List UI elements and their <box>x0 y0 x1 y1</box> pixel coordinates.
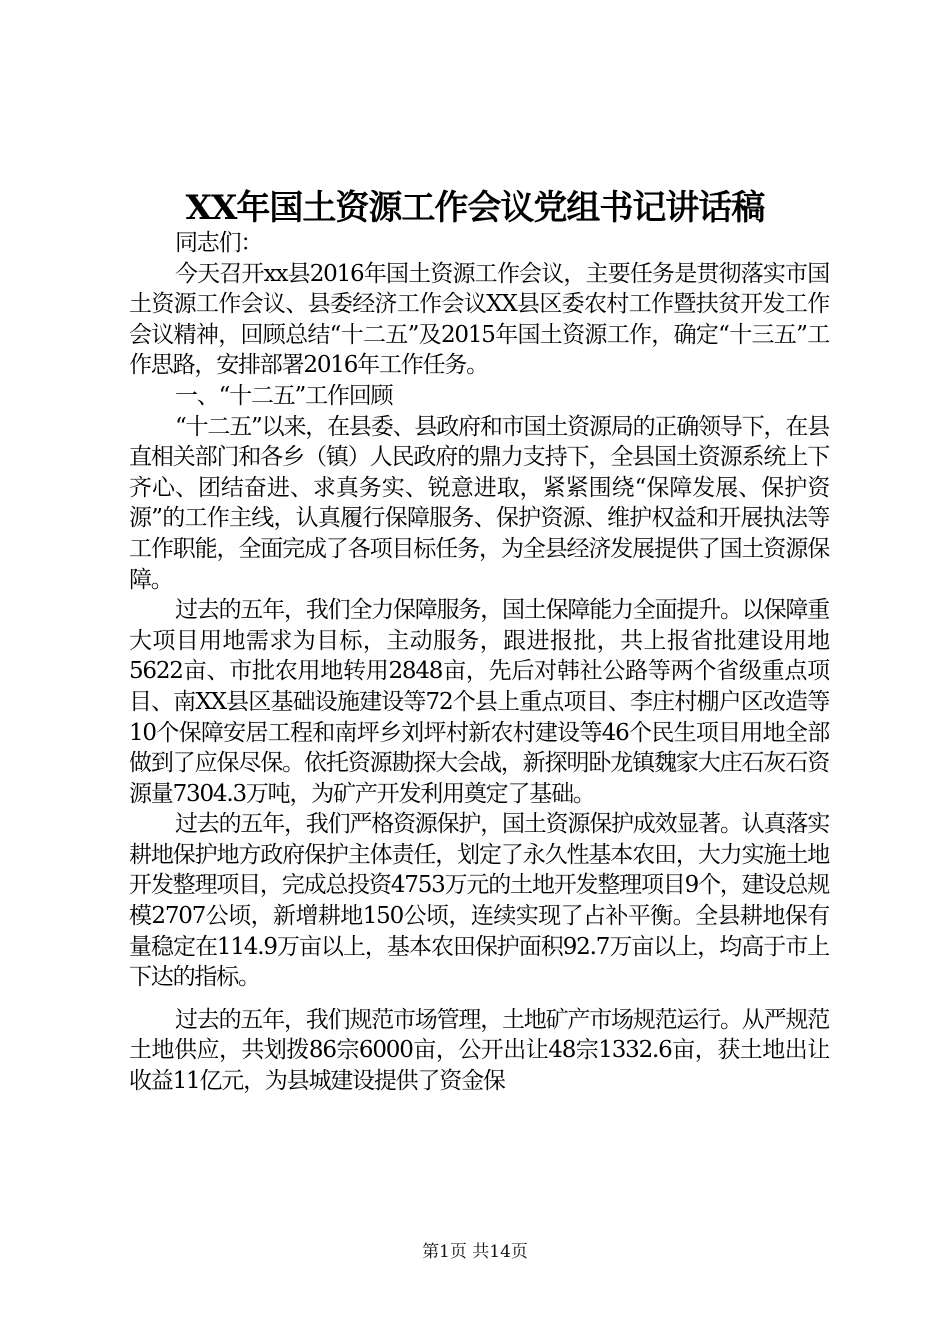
page-number: 第1页 共14页 <box>422 1242 528 1262</box>
document-body <box>129 228 829 1097</box>
paragraph-2: “十二五”以来，在县委、县政府和市国土资源局的正确领导下，在县直相关部门和各乡（镇）人民政府的鼎力支持下，全县国土资源系统上下齐心、团结奋进、求真务实、锐意进取，紧紧围绕“保障发展、保护资源”的工作主线，认真履行保障服务、保护资源、维护权益和开展执法等工作职能，全面完成了各项目标任务，为全县经济发展提供了国土资源保障。 <box>129 413 829 593</box>
paragraph-3: 过去的五年，我们全力保障服务，国土保障能力全面提升。以保障重大项目用地需求为目标，主动服务，跟进报批，共上报省批建设用地5622亩、市批农用地转用2848亩，先后对韩社公路等两个省级重点项目、南XX县区基础设施建设等72个县上重点项目、李庄村棚户区改造等10个保障安居工程和南坪乡刘坪村新农村建设等46个民生项目用地全部做到了应保尽保。依托资源勘探大会战，新探明卧龙镇魏家大庄石灰石资源量7304.3万吨，为矿产开发利用奠定了基础。 <box>129 597 830 807</box>
greeting: 同志们： <box>175 230 263 256</box>
paragraph-4: 过去的五年，我们严格资源保护，国土资源保护成效显著。认真落实耕地保护地方政府保护主体责任，划定了永久性基本农田，大力实施土地开发整理项目，完成总投资4753万元的土地开发整理项目9个，建设总规模2707公顷，新增耕地150公顷，连续实现了占补平衡。全县耕地保有量稳定在114.9万亩以上，基本农田保护面积92.7万亩以上，均高于市上下达的指标。 <box>129 811 830 991</box>
paragraph-1: 今天召开xx县2016年国土资源工作会议，主要任务是贯彻落实市国土资源工作会议、县委经济工作会议XX县区委农村工作暨扶贫开发工作会议精神，回顾总结“十二五”及2015年国土资源工作，确定“十三五”工作思路，安排部署2016年工作任务。 <box>129 260 829 379</box>
section-heading-1: 一、“十二五”工作回顾 <box>175 382 393 409</box>
paragraph-5: 过去的五年，我们规范市场管理，土地矿产市场规范运行。从严规范土地供应，共划拨86宗6000亩，公开出让48宗1332.6亩，获土地出让收益11亿元，为县城建设提供了资金保 <box>129 1006 830 1095</box>
document-title: XX年国土资源工作会议党组书记讲话稿 <box>185 188 765 228</box>
